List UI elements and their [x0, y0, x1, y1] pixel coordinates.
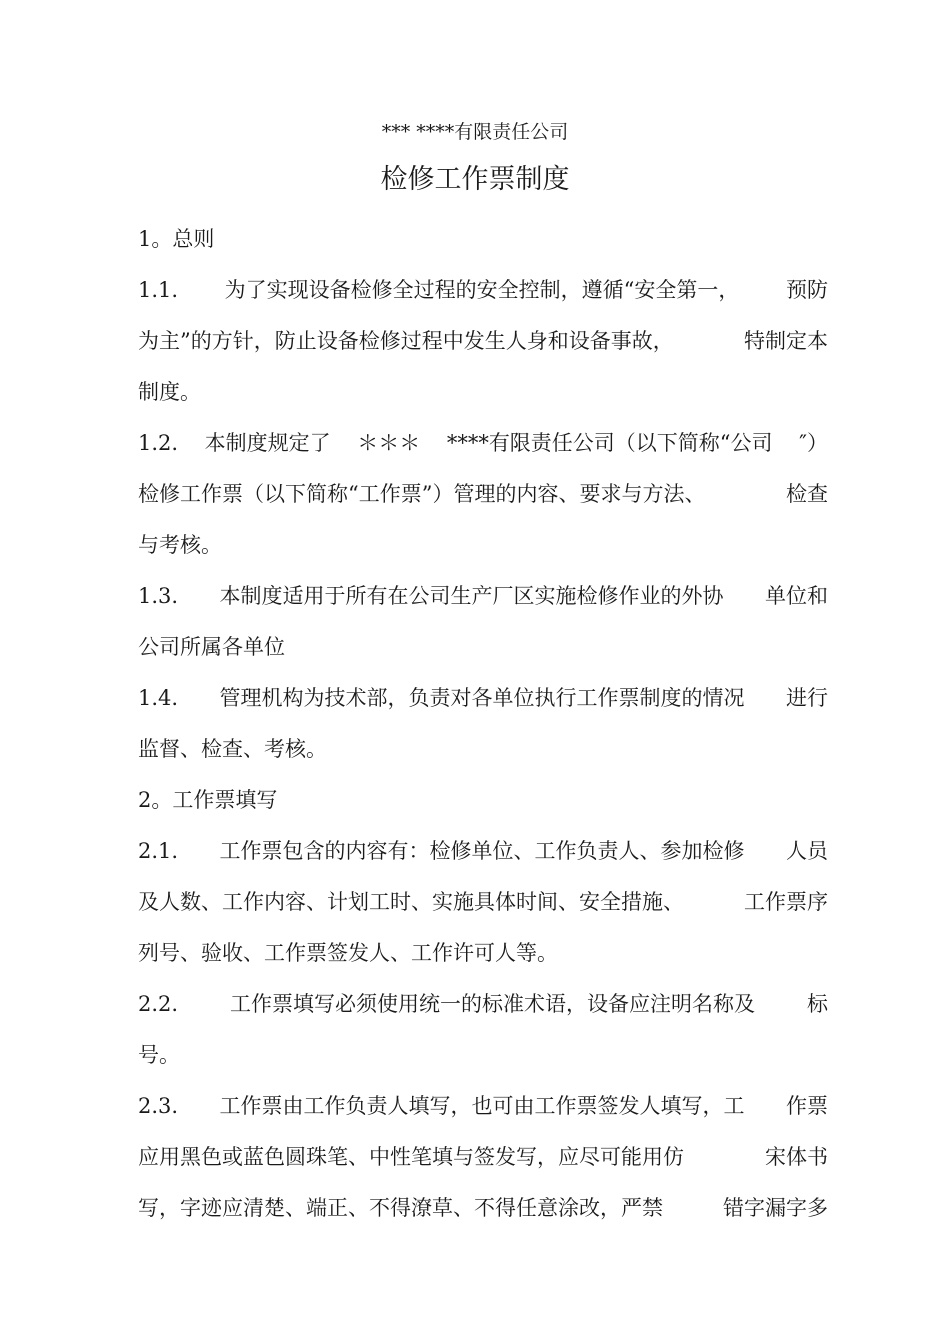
text-line: 公司所属各单位 [138, 635, 285, 659]
text-line: 检修工作票（以下简称“工作票”）管理的内容、要求与方法、 检查 [138, 482, 828, 506]
text-line: 应用黑色或蓝色圆珠笔、中性笔填与签发写，应尽可能用仿 宋体书 [138, 1145, 828, 1169]
text-line: 1.2. 本制度规定了 ＊＊＊ ****有限责任公司（以下简称“公司 ″） [138, 431, 828, 455]
text-line: 2。工作票填写 [138, 788, 278, 812]
text-line: 1.1. 为了实现设备检修全过程的安全控制，遵循“安全第一， 预防 [138, 278, 828, 302]
text-line: 1.3. 本制度适用于所有在公司生产厂区实施检修作业的外协 单位和 [138, 584, 828, 608]
text-line: 2.2. 工作票填写必须使用统一的标准术语，设备应注明名称及 标 [138, 992, 828, 1016]
text-line: 1.4. 管理机构为技术部，负责对各单位执行工作票制度的情况 进行 [138, 686, 828, 710]
document-body [138, 214, 828, 1234]
text-line: 及人数、工作内容、计划工时、实施具体时间、安全措施、 工作票序 [138, 890, 828, 914]
text-line: 号。 [138, 1043, 180, 1067]
text-line: 制度。 [138, 380, 201, 404]
text-line: 监督、检查、考核。 [138, 737, 327, 761]
company-name: *** ****有限责任公司 [381, 121, 569, 143]
text-line: 列号、验收、工作票签发人、工作许可人等。 [138, 941, 558, 965]
document-title: 检修工作票制度 [380, 164, 570, 195]
text-line: 写，字迹应清楚、端正、不得潦草、不得任意涂改，严禁 错字漏字多 [138, 1196, 828, 1220]
text-line: 与考核。 [138, 533, 222, 557]
text-line: 1。总则 [138, 227, 215, 251]
text-line: 2.1. 工作票包含的内容有：检修单位、工作负责人、参加检修 人员 [138, 839, 828, 863]
text-line: 为主”的方针，防止设备检修过程中发生人身和设备事故， 特制定本 [138, 329, 828, 353]
text-line: 2.3. 工作票由工作负责人填写，也可由工作票签发人填写，工 作票 [138, 1094, 828, 1118]
